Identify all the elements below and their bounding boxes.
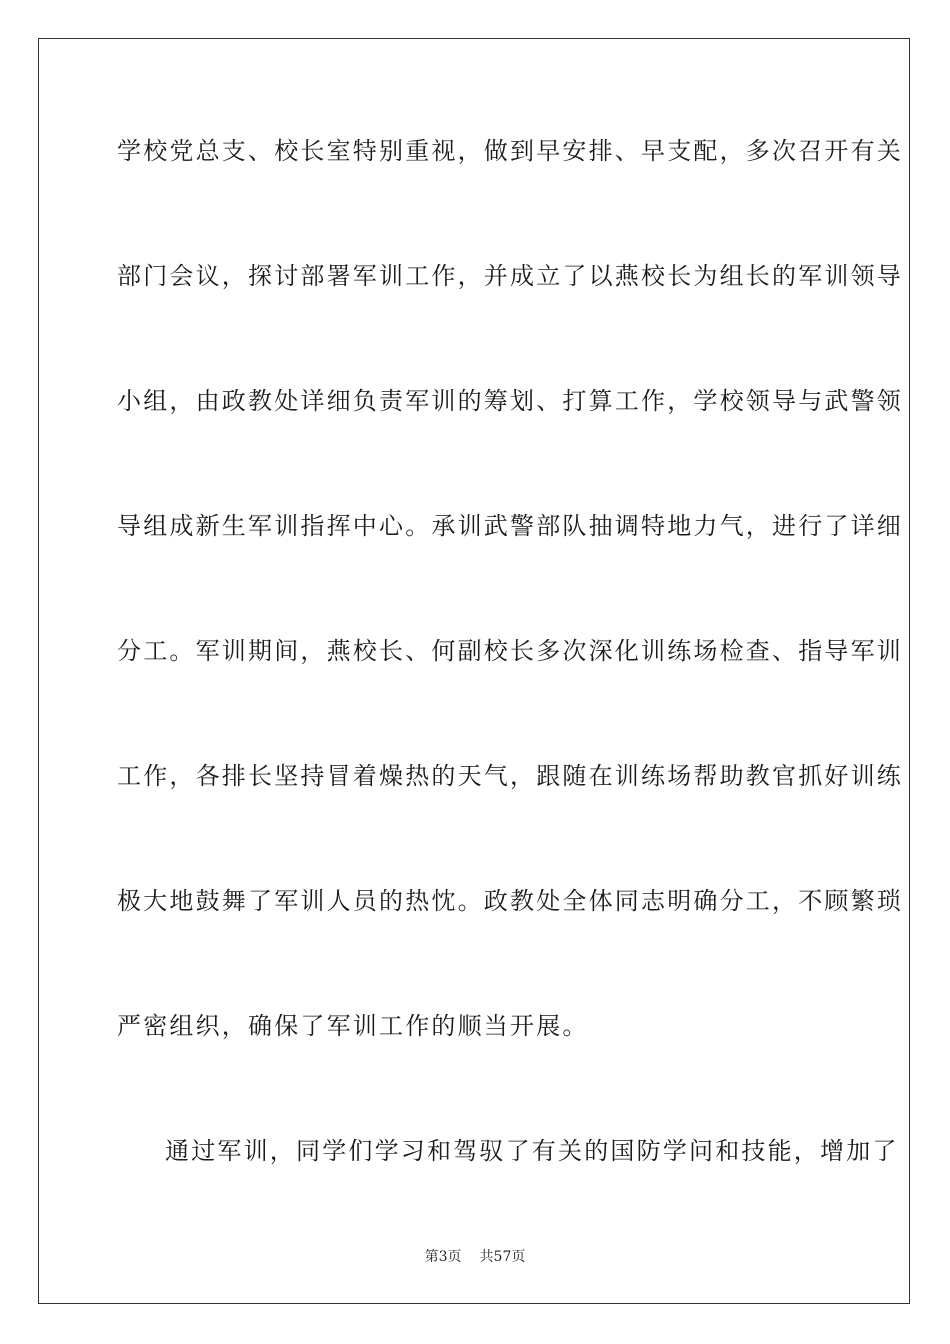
- text-line: 小组，由政教处详细负责军训的筹划、打算工作，学校领导与武警领: [117, 387, 903, 415]
- text-line: 部门会议，探讨部署军训工作，并成立了以燕校长为组长的军训领导: [117, 262, 903, 290]
- page-number: 第3页: [424, 1249, 462, 1265]
- paragraph-first-line: 通过军训，同学们学习和驾驭了有关的国防学问和技能，增加了: [165, 1137, 899, 1165]
- text-line: 学校党总支、校长室特别重视，做到早安排、早支配，多次召开有关: [117, 137, 903, 165]
- text-line: 严密组织，确保了军训工作的顺当开展。: [117, 1012, 589, 1040]
- text-line: 分工。军训期间，燕校长、何副校长多次深化训练场检查、指导军训: [117, 637, 903, 665]
- text-line: 导组成新生军训指挥中心。承训武警部队抽调特地力气，进行了详细: [117, 512, 903, 540]
- text-line: 工作，各排长坚持冒着燥热的天气，跟随在训练场帮助教官抓好训练: [117, 762, 903, 790]
- page-footer: [0, 1247, 950, 1267]
- text-line: 极大地鼓舞了军训人员的热忱。政教处全体同志明确分工，不顾繁琐: [117, 887, 903, 915]
- page-border: [38, 38, 910, 1304]
- page-total: 共57页: [479, 1249, 526, 1265]
